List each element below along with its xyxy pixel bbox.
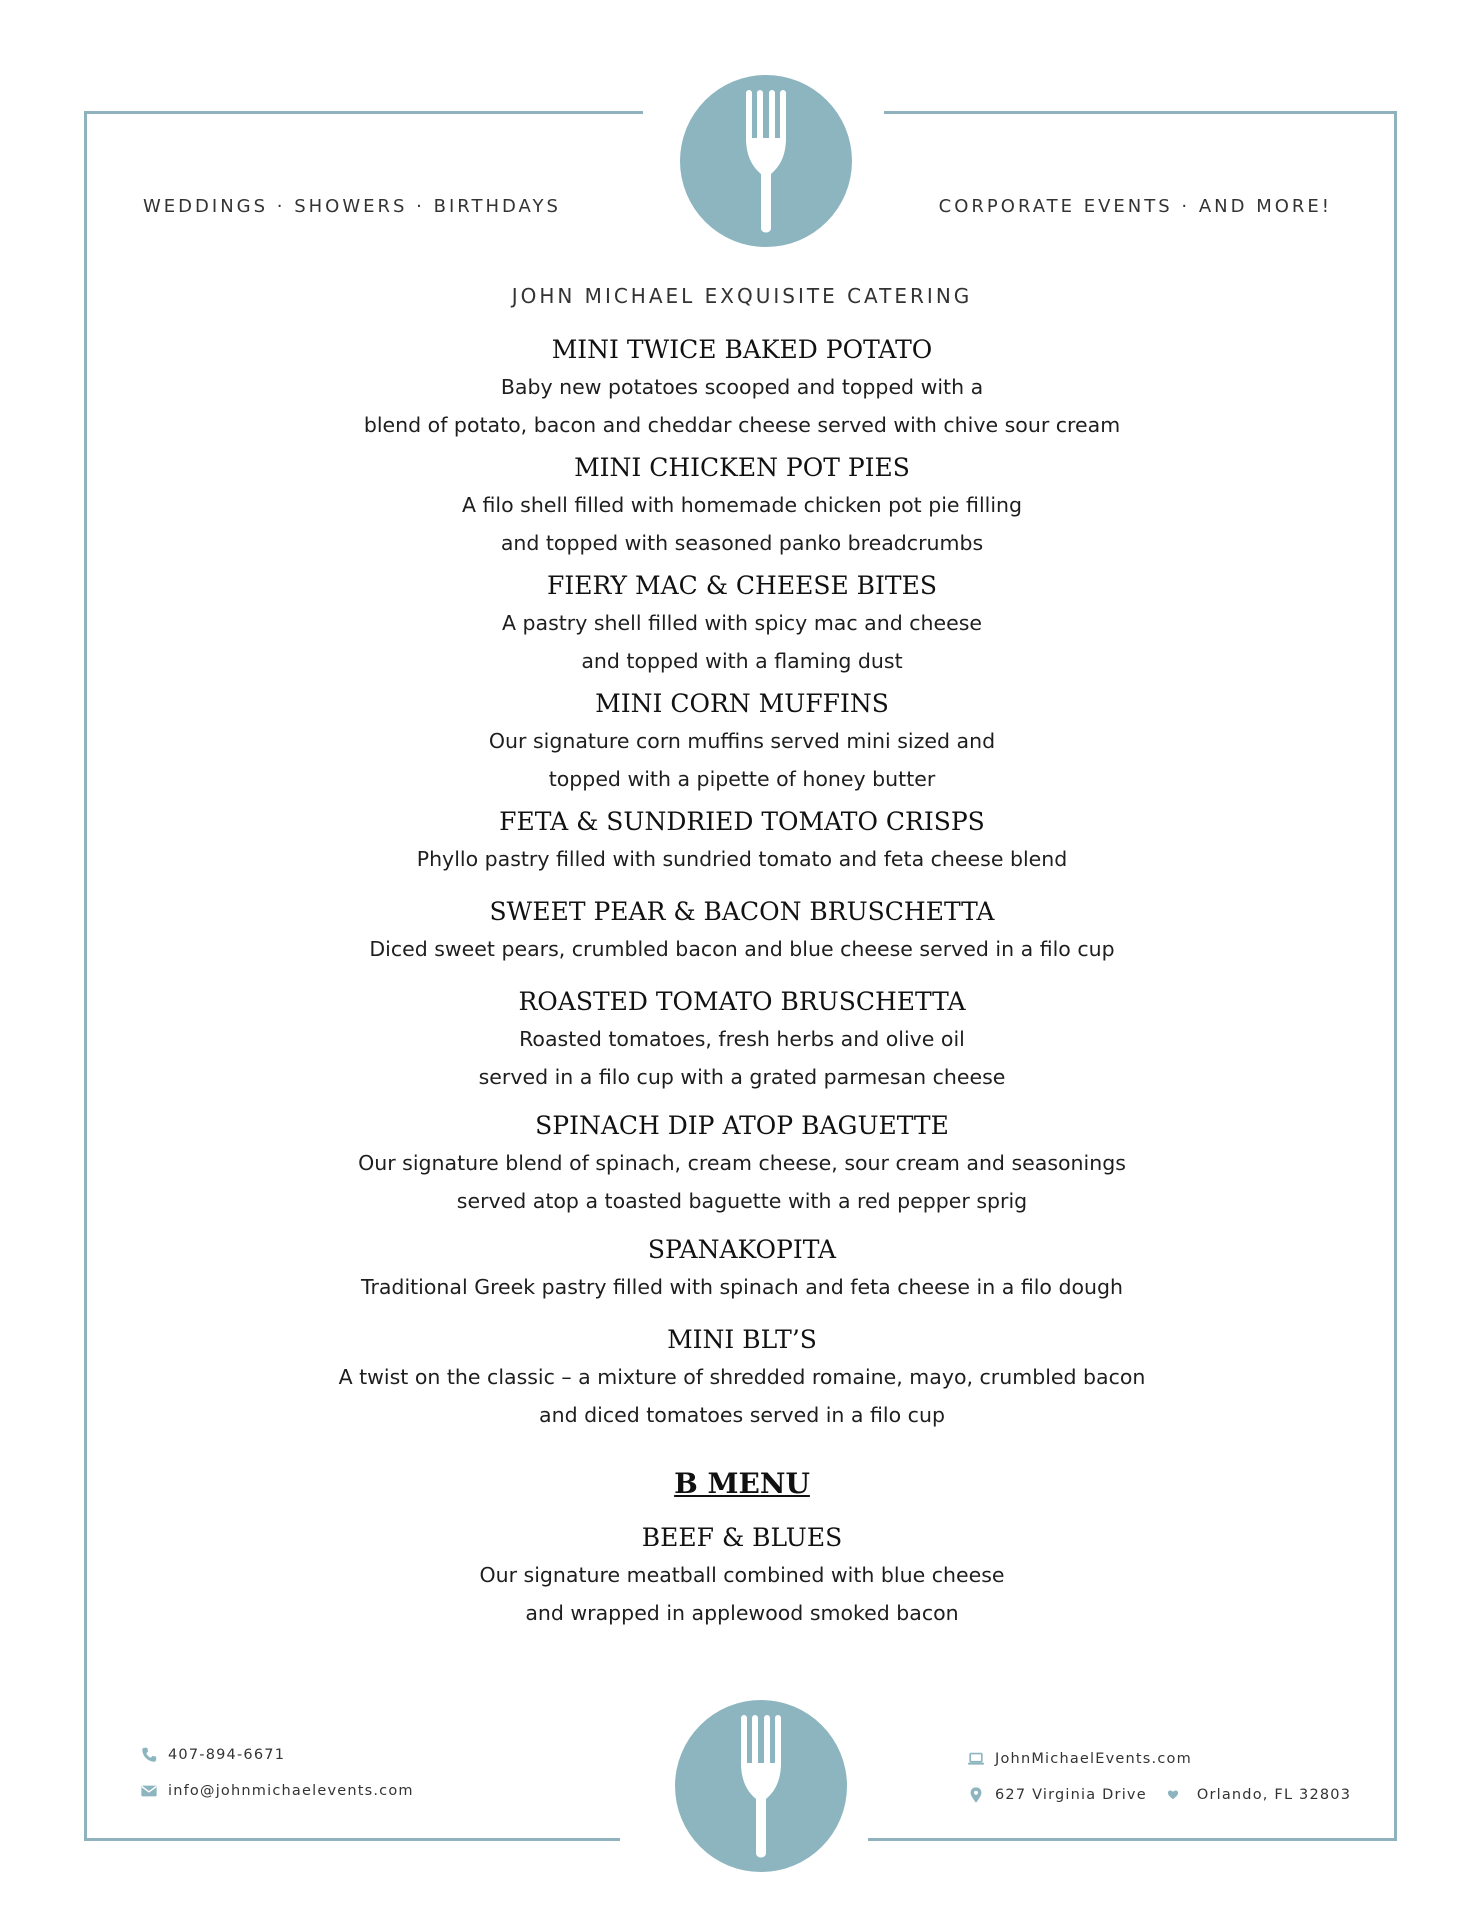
menu-item-description: and topped with a flaming dust <box>581 649 903 673</box>
street-address: 627 Virginia Drive <box>995 1787 1147 1803</box>
menu-item-description: Roasted tomatoes, fresh herbs and olive oil <box>519 1027 965 1051</box>
tagline-right: CORPORATE EVENTS · AND MORE! <box>938 196 1332 217</box>
menu-item-title: SPINACH DIP ATOP BAGUETTE <box>535 1111 949 1140</box>
frame-bottom-right <box>868 1838 1397 1841</box>
contact-website[interactable] <box>967 1750 1192 1768</box>
menu-item <box>250 984 1234 1096</box>
menu-item-description: blend of potato, bacon and cheddar cheese served with chive sour cream <box>363 413 1121 437</box>
menu-item-description: A filo shell filled with homemade chicken pot pie filling <box>461 493 1023 517</box>
website-url: JohnMichaelEvents.com <box>995 1751 1192 1767</box>
menu-item <box>250 1108 1234 1220</box>
menu-list <box>250 332 1234 1632</box>
menu-item-description: and diced tomatoes served in a filo cup <box>539 1403 945 1427</box>
menu-item-title: ROASTED TOMATO BRUSCHETTA <box>518 987 966 1016</box>
fork-icon <box>736 86 796 236</box>
location-pin-icon <box>967 1786 985 1804</box>
menu-item-description: Our signature meatball combined with blue cheese <box>479 1563 1005 1587</box>
menu-item-title: SWEET PEAR & BACON BRUSCHETTA <box>489 897 995 926</box>
menu-item-description: Traditional Greek pastry filled with spinach and feta cheese in a filo dough <box>360 1275 1124 1299</box>
envelope-icon <box>140 1782 158 1800</box>
fork-icon <box>731 1711 791 1861</box>
menu-item <box>250 686 1234 798</box>
contact-address <box>967 1786 1351 1804</box>
email-address: info@johnmichaelevents.com <box>168 1783 414 1799</box>
menu-item <box>250 894 1234 968</box>
menu-item-description: Our signature blend of spinach, cream cheese, sour cream and seasonings <box>358 1151 1126 1175</box>
menu-item <box>250 1322 1234 1434</box>
city-state-zip: Orlando, FL 32803 <box>1196 1787 1352 1803</box>
brand-name: JOHN MICHAEL EXQUISITE CATERING <box>511 284 973 308</box>
menu-item-title: BEEF & BLUES <box>641 1523 843 1552</box>
b-menu-heading: B MENU <box>674 1467 810 1500</box>
menu-item-description: A pastry shell filled with spicy mac and cheese <box>501 611 983 635</box>
contact-phone[interactable] <box>140 1746 285 1764</box>
phone-icon <box>140 1746 158 1764</box>
menu-item-description: Diced sweet pears, crumbled bacon and blue cheese served in a filo cup <box>369 937 1115 961</box>
menu-item-description: and wrapped in applewood smoked bacon <box>525 1601 959 1625</box>
laptop-icon <box>967 1750 985 1768</box>
menu-item-description: Phyllo pastry filled with sundried tomato and feta cheese blend <box>416 847 1068 871</box>
menu-item-title: FIERY MAC & CHEESE BITES <box>547 571 937 600</box>
menu-item-description: Our signature corn muffins served mini sized and <box>488 729 996 753</box>
fork-emblem-bottom <box>675 1700 847 1872</box>
menu-item-title: MINI CHICKEN POT PIES <box>574 453 910 482</box>
tagline-left: WEDDINGS · SHOWERS · BIRTHDAYS <box>143 196 561 217</box>
menu-item <box>250 450 1234 562</box>
heart-icon <box>1167 1789 1179 1801</box>
menu-item <box>250 1520 1234 1632</box>
menu-item-description: and topped with seasoned panko breadcrumbs <box>500 531 984 555</box>
menu-item-title: MINI BLT’S <box>667 1325 817 1354</box>
menu-item-title: SPANAKOPITA <box>647 1235 837 1264</box>
menu-item-description: Baby new potatoes scooped and topped with a <box>500 375 984 399</box>
menu-item-title: FETA & SUNDRIED TOMATO CRISPS <box>499 807 985 836</box>
frame-left <box>84 111 87 1841</box>
menu-item-description: topped with a pipette of honey butter <box>548 767 936 791</box>
contact-email[interactable] <box>140 1782 414 1800</box>
menu-item-description: served in a filo cup with a grated parmesan cheese <box>478 1065 1006 1089</box>
frame-bottom-left <box>84 1838 620 1841</box>
menu-item <box>250 804 1234 878</box>
frame-right <box>1394 111 1397 1841</box>
menu-item-description: A twist on the classic – a mixture of shredded romaine, mayo, crumbled bacon <box>338 1365 1146 1389</box>
frame-top-right <box>884 111 1397 114</box>
menu-item-title: MINI CORN MUFFINS <box>595 689 889 718</box>
frame-top-left <box>84 111 643 114</box>
phone-number: 407-894-6671 <box>168 1747 286 1763</box>
menu-item <box>250 1232 1234 1306</box>
menu-item-description: served atop a toasted baguette with a red pepper sprig <box>456 1189 1028 1213</box>
fork-emblem-top <box>680 75 852 247</box>
menu-item <box>250 332 1234 444</box>
menu-item-title: MINI TWICE BAKED POTATO <box>551 335 933 364</box>
menu-item <box>250 568 1234 680</box>
